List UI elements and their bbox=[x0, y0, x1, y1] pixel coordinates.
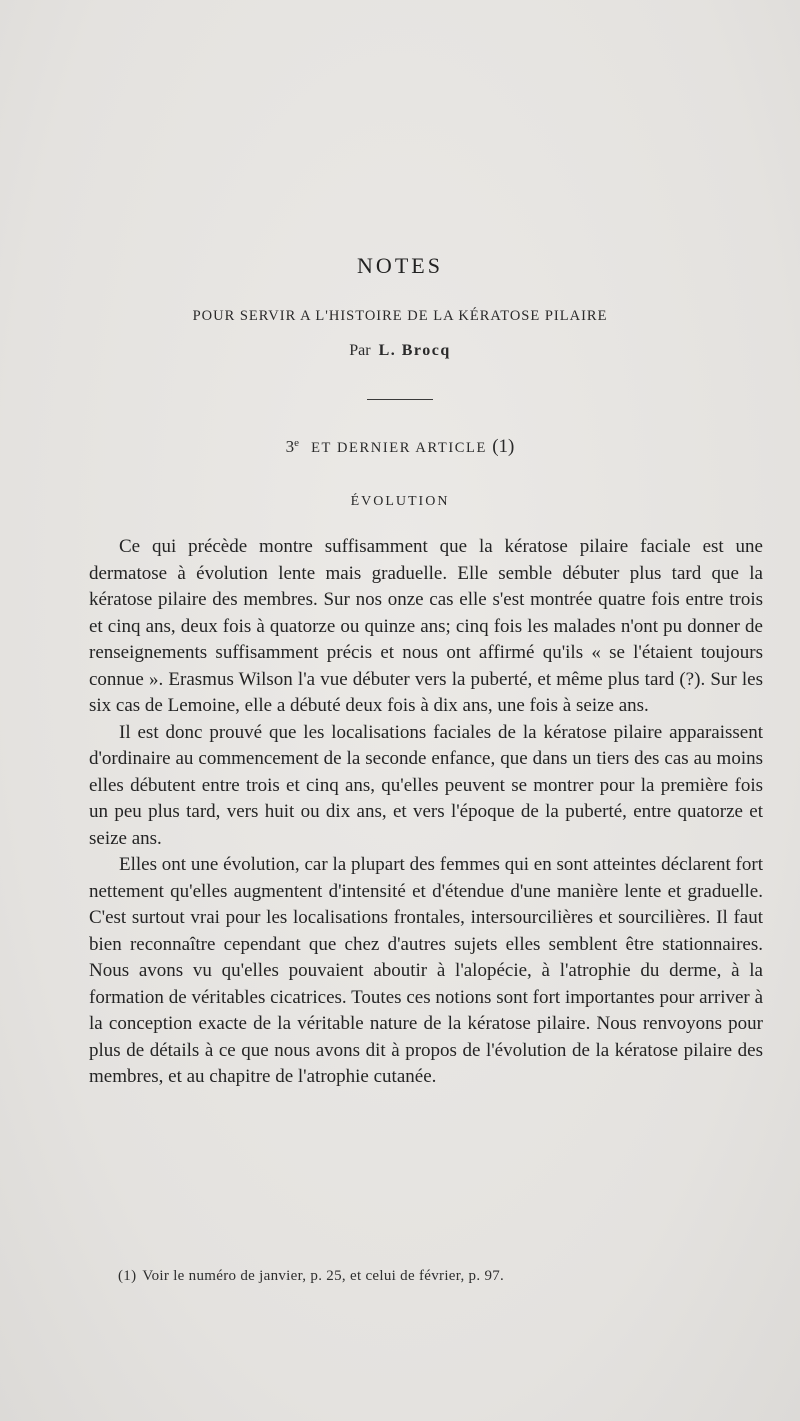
footnote-text: Voir le numéro de janvier, p. 25, et celui de février, p. 97. bbox=[142, 1268, 505, 1284]
separator-rule bbox=[367, 399, 433, 400]
article-number-line bbox=[0, 436, 800, 458]
section-heading: ÉVOLUTION bbox=[350, 494, 450, 509]
article-number-suffix: e bbox=[294, 437, 301, 450]
author-line bbox=[0, 342, 800, 360]
body-text bbox=[89, 534, 763, 1091]
footnote-reference: (1) bbox=[492, 436, 515, 457]
article-number: 3 bbox=[285, 437, 295, 456]
author-name: L. Brocq bbox=[378, 342, 451, 359]
footnote bbox=[118, 1268, 504, 1285]
paragraph: Elles ont une évolution, car la plupart des femmes qui en sont atteintes déclarent fort nettement qu'elles augmentent d'intensité et d'étendue d'une manière lente et graduelle. C'est surtout vrai pour les localisations frontales, intersourcilières et sourcilières. Il faut bien reconnaître cependant que chez d'autres sujets elles semblent être stationnaires. Nous avons vu qu'elles pouvaient aboutir à l'alopécie, à l'atrophie du derme, à la formation de véritables cicatrices. Toutes ces notions sont fort importantes pour arriver à la conception exacte de la véritable nature de la kératose pilaire. Nous renvoyons pour plus de détails à ce que nous avons dit à propos de l'évolution de la kératose pilaire des membres, et au chapitre de l'atrophie cutanée. bbox=[89, 854, 763, 1087]
author-prefix: Par bbox=[349, 342, 371, 359]
article-label: ET DERNIER ARTICLE bbox=[311, 440, 487, 456]
page-title: NOTES bbox=[357, 253, 443, 278]
footnote-marker: (1) bbox=[118, 1268, 137, 1284]
paragraph: Il est donc prouvé que les localisations faciales de la kératose pilaire apparaissent d'ordinaire au commencement de la seconde enfance, que dans un tiers des cas au moins elles débutent entre trois et cinq ans, qu'elles peuvent se montrer pour la première fois un peu plus tard, vers huit ou dix ans, et vers l'époque de la puberté, entre quatorze et seize ans. bbox=[89, 721, 763, 849]
article-subtitle: POUR SERVIR A L'HISTOIRE DE LA KÉRATOSE PILAIRE bbox=[192, 308, 608, 324]
paragraph: Ce qui précède montre suffisamment que la kératose pilaire faciale est une dermatose à évolution lente mais graduelle. Elle semble débuter plus tard que la kératose pilaire des membres. Sur nos onze cas elle s'est montrée quatre fois entre trois et cinq ans, deux fois à quatorze ou quinze ans; cinq fois les malades n'ont pu donner de renseignements suffisamment précis et nous ont affirmé qu'ils « se l'étaient toujours connue ». Erasmus Wilson l'a vue débuter vers la puberté, et même plus tard (?). Sur les six cas de Lemoine, elle a débuté deux fois à dix ans, une fois à seize ans. bbox=[89, 536, 763, 716]
